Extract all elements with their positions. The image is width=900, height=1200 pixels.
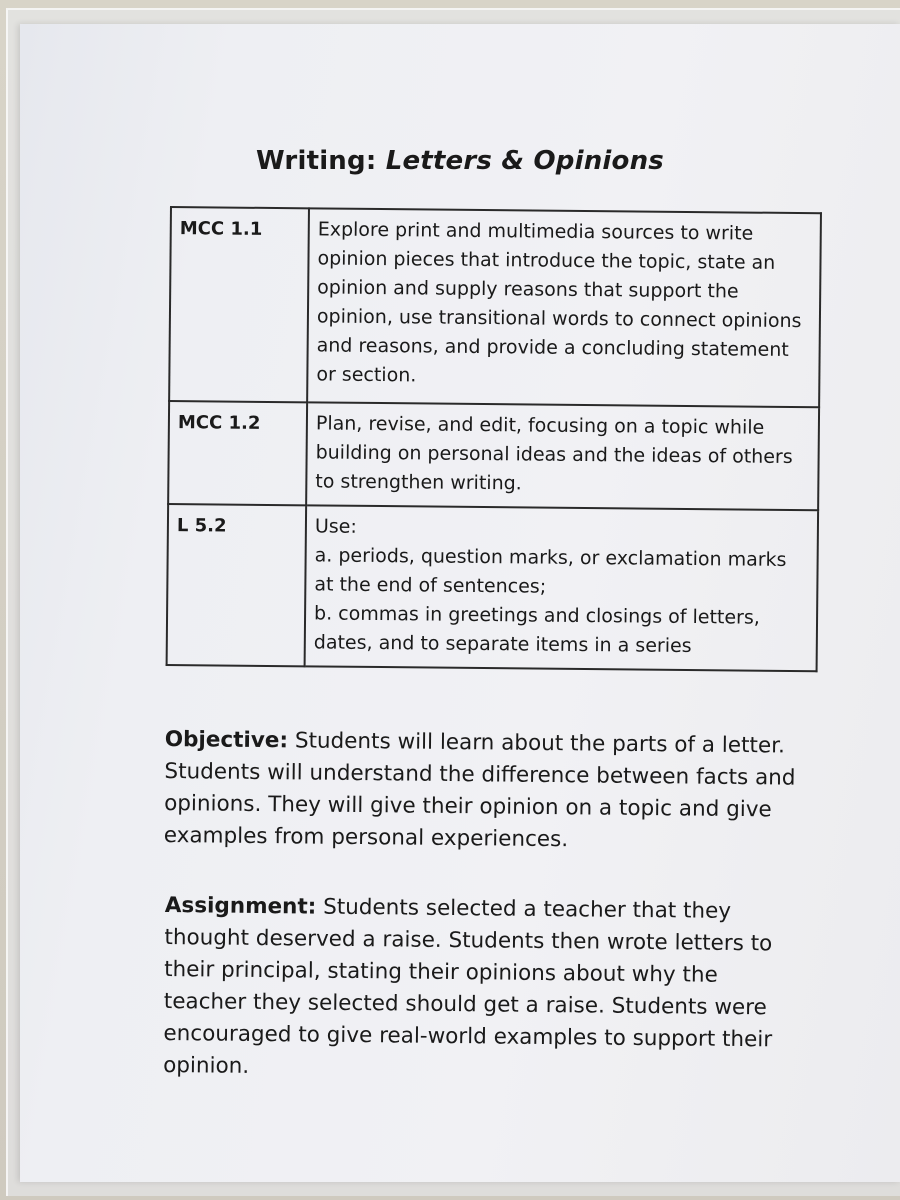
standard-code: MCC 1.1 bbox=[169, 207, 309, 402]
standard-code: L 5.2 bbox=[167, 504, 307, 666]
printed-page bbox=[20, 24, 900, 1182]
objective-paragraph bbox=[164, 724, 805, 859]
assignment-label: Assignment: bbox=[164, 892, 317, 920]
assignment-text: Students selected a teacher that they thought deserved a raise. Students then wrote letters to their principal, stating their opinions about why the teacher they selected should get a raise. Students were encouraged to give real-world examples to support their opinion. bbox=[163, 894, 773, 1079]
table-row bbox=[167, 504, 819, 671]
standard-description: Plan, revise, and edit, focusing on a topic while building on personal ideas and the ideas of others to strengthen writing. bbox=[306, 402, 819, 510]
standard-line: b. commas in greetings and closings of letters, dates, and to separate items in a series bbox=[313, 602, 760, 658]
standard-description: Explore print and multimedia sources to write opinion pieces that introduce the topic, state an opinion and supply reasons that support the opinion, use transitional words to connect opinions and reasons, and provide a concluding statement or section. bbox=[307, 208, 821, 407]
table-row bbox=[169, 207, 821, 407]
objective-label: Objective: bbox=[164, 726, 289, 754]
assignment-paragraph bbox=[163, 890, 805, 1089]
page-title bbox=[20, 146, 900, 176]
standard-line: Use: bbox=[314, 515, 357, 538]
title-italic: Letters & Opinions bbox=[385, 146, 664, 176]
table-row bbox=[168, 401, 819, 510]
objective-text: Students will learn about the parts of a letter. Students will understand the difference between facts and opinions. They will give their opinion on a topic and give examples from personal experiences. bbox=[163, 728, 796, 853]
title-prefix: Writing: bbox=[256, 146, 377, 176]
standards-table bbox=[166, 206, 822, 672]
standard-line: a. periods, question marks, or exclamation marks at the end of sentences; bbox=[314, 544, 787, 598]
standard-description bbox=[305, 505, 819, 671]
standard-code: MCC 1.2 bbox=[168, 401, 307, 505]
